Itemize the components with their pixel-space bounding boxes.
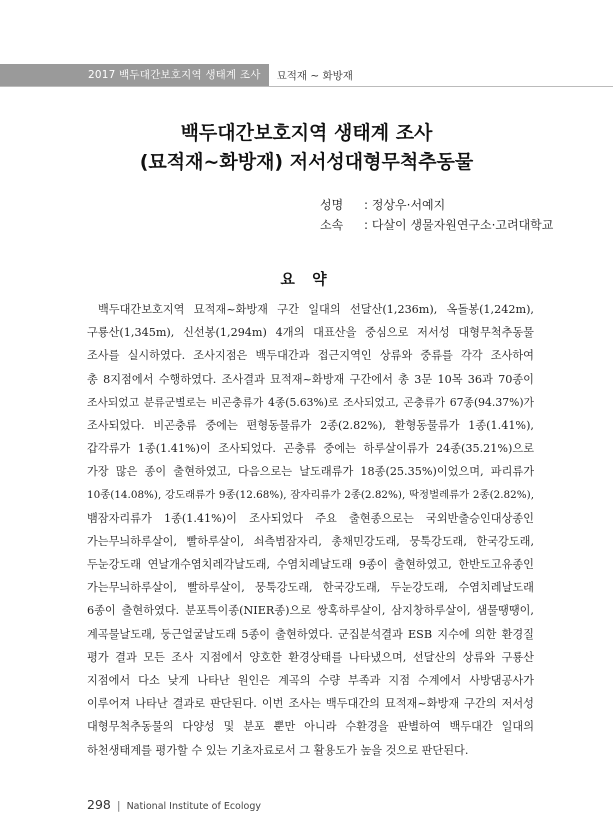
colon: : [364,218,372,232]
author-affiliation-row [320,215,553,235]
abstract-line: 가는무늬하루살이, 빨하루살이, 쇠측범잠자리, 총채민강도래, 뭉툭강도래, 한국강도래, [87,534,534,548]
author-name-label: 성명 [320,198,344,212]
footer-institution: National Institute of Ecology [126,801,261,812]
abstract-line: 조사되었고 분류군별로는 비곤충류가 4종(5.63%)로 조사되었고, 곤충류가 67종(94.37%)가 [87,395,534,409]
author-names-row [320,195,553,215]
abstract-line: 백두대간보호지역 묘적재~화방재 구간 일대의 선달산(1,236m), 옥돌봉(1,242m), [98,303,534,316]
author-affiliation: 다살이 생물자원연구소·고려대학교 [371,218,554,232]
abstract-line: 하천생태계를 평가할 수 있는 기초자료로서 그 활용도가 높을 것으로 판단된다. [87,743,469,757]
abstract-line: 구룡산(1,345m), 신선봉(1,294m) 4개의 대표산을 중심으로 저서성 대형무척추동물 [87,326,534,340]
abstract-line: 총 8지점에서 수행하였다. 조사결과 묘적재~화방재 구간에서 총 3문 10목 36과 70종이 [87,372,534,386]
abstract-line: 조사를 실시하였다. 조사지점은 백두대간과 접근지역인 상류와 중류를 각각 조사하여 [87,349,534,363]
abstract-line: 뱀잠자리류가 1종(1.41%)이 조사되었다 주요 출현종으로는 국외반출승인대상종인 [87,511,534,525]
header-divider [0,86,613,87]
abstract-line: 갑각류가 1종(1.41%)이 조사되었다. 곤충류 중에는 하루살이류가 24종(35.21%)으로 [87,442,534,456]
abstract-line: 지점에서 다소 낮게 나타난 원인은 계곡의 수량 부족과 지점 수계에서 사방댐공사가 [87,674,534,687]
running-header-subsection: 묘적재 ~ 화방재 [276,69,353,82]
page-footer [87,797,261,812]
abstract-line: 계곡물날도래, 둥근얼굴날도래 5종이 출현하였다. 군집분석결과 ESB 지수에 의한 환경질 [87,627,534,641]
paper-title-line-1: 백두대간보호지역 생태계 조사 [180,122,433,144]
affiliation-label: 소속 [320,218,344,232]
page-number: 298 [87,797,111,812]
paper-title-line-2: (묘적재~화방재) 저서성대형무척추동물 [139,151,474,173]
abstract-line: 평가 결과 모든 조사 지점에서 양호한 환경상태를 나타냈으며, 선달산의 상류와 구룡산 [87,650,534,664]
abstract-line: 6종이 출현하였다. 분포특이종(NIER종)으로 쌍혹하루살이, 삼지창하루살이, 샘물땡땡이, [87,604,534,618]
abstract-line: 가는무늬하루살이, 빨하루살이, 뭉툭강도래, 한국강도래, 두눈강도래, 수염치레날도래 [87,581,534,595]
abstract-heading: 요 약 [280,270,333,288]
abstract-line: 가장 많은 종이 출현하였고, 다음으로는 날도래류가 18종(25.35%)이었으며, 파리류가 [87,465,534,479]
author-block [320,195,553,235]
abstract-line: 이루어져 나타난 결과로 판단된다. 이번 조사는 백두대간의 묘적재~화방재 구간의 저서성 [87,697,534,711]
colon: : [364,198,372,212]
running-header-section: 2017 백두대간보호지역 생태계 조사 [0,64,269,86]
abstract-body [87,298,534,762]
abstract-line: 대형무척추동물의 다양성 및 분포 뿐만 아니라 수환경을 판별하여 백두대간 일대의 [87,720,534,734]
author-names: 정상우·서예지 [371,198,446,212]
abstract-line: 두눈강도래 연날개수염치레각날도래, 수염치레날도래 9종이 출현하였고, 한반도고유종인 [87,558,534,572]
footer-separator: | [116,799,121,812]
running-header [0,64,613,86]
abstract-line: 조사되었다. 비곤충류 중에는 편형동물류가 2종(2.82%), 환형동물류가 1종(1.41%), [87,418,534,432]
abstract-line: 10종(14.08%), 강도래류가 9종(12.68%), 잠자리류가 2종(2.82%), 딱정벌레류가 2종(2.82%), [87,488,534,501]
